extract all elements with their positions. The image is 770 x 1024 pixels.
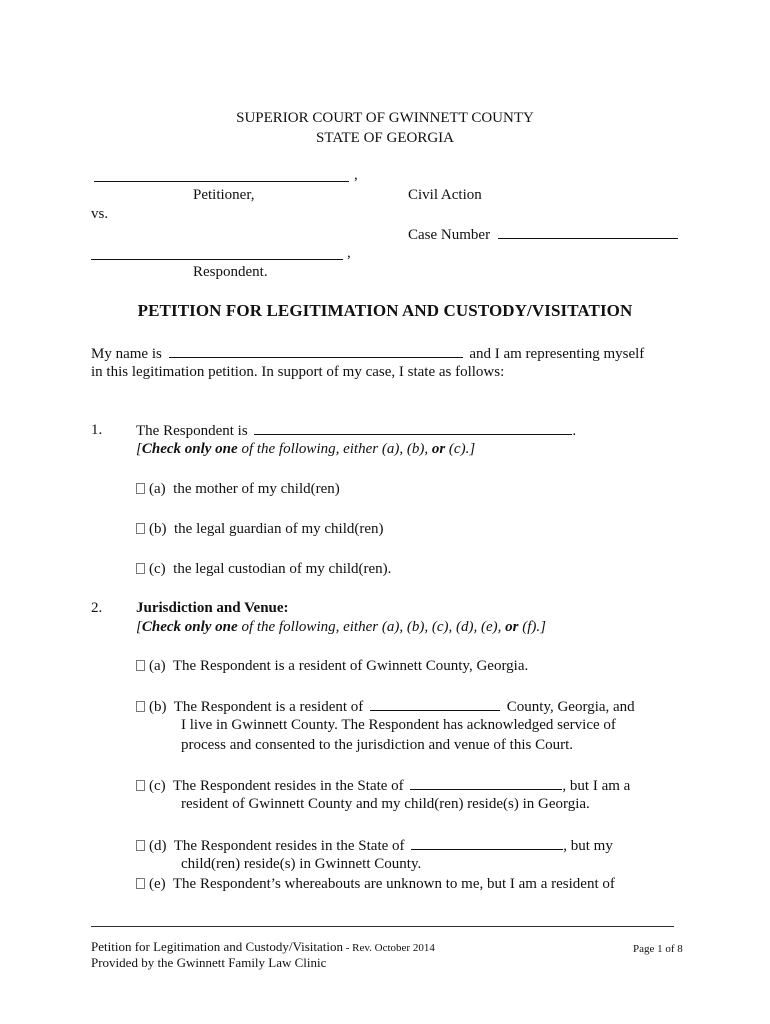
option-2c-line-2: resident of Gwinnett County and my child(ren) reside(s) in Georgia. [181,796,590,812]
option-text: the mother of my child(ren) [173,481,340,497]
intro-line-2: in this legitimation petition. In support of my case, I state as follows: [91,364,505,380]
section-2-instruction [136,618,546,636]
checkbox-1c[interactable] [136,563,145,574]
section-1-instruction [136,440,475,458]
intro-name-prefix: My name is [91,346,162,362]
option-2e[interactable] [136,875,615,893]
option-text: The Respondent resides in the State of [173,838,405,854]
case-number-field[interactable] [498,225,678,239]
option-label: (c) [149,778,166,794]
petitioner-name-field[interactable] [94,168,349,187]
option-2a[interactable] [136,657,528,675]
option-label: (e) [149,876,166,892]
instr-or: or [505,619,519,635]
option-text-end: , but my [563,838,613,854]
footer-provided-by: Provided by the Gwinnett Family Law Clinic [91,955,327,970]
respondent-is-label: The Respondent is [136,423,248,439]
petitioner-label: Petitioner, [193,187,255,203]
intro-name-suffix: and I am representing myself [469,346,645,362]
document-title: PETITION FOR LEGITIMATION AND CUSTODY/VISITATION [137,301,633,320]
respondent-state-field-c[interactable] [410,776,562,790]
respondent-state-field-d[interactable] [411,836,563,850]
section-1-lead [136,421,576,440]
instr-close: (f).] [518,619,546,635]
respondent-label: Respondent. [193,264,268,280]
checkbox-2b[interactable] [136,701,145,712]
footer-divider [91,926,674,927]
option-text: The Respondent is a resident of [173,699,364,715]
option-1c[interactable] [136,560,391,578]
option-text: The Respondent resides in the State of [172,778,404,794]
option-label: (b) [149,699,167,715]
court-name: SUPERIOR COURT OF GWINNETT COUNTY [236,110,534,126]
case-number-label: Case Number [408,227,491,243]
option-text: The Respondent is a resident of Gwinnett County, Georgia. [172,658,529,674]
intro-line-1 [91,344,644,363]
option-2b-line-3: process and consented to the jurisdiction and venue of this Court. [181,737,573,753]
option-text: The Respondent’s whereabouts are unknown to me, but I am a resident of [172,876,615,892]
instr-mid: of the following, either (a), (b), (c), (d), (e), [237,619,506,635]
option-2b[interactable] [136,697,635,716]
respondent-comma: , [347,245,351,261]
footer-revision: - Rev. October 2014 [342,942,435,954]
option-label: (c) [149,561,166,577]
section-2-number: 2. [91,600,103,616]
instr-mid: of the following, either (a), (b), [237,441,432,457]
option-1b[interactable] [136,520,384,538]
civil-action-label: Civil Action [408,187,482,203]
checkbox-2e[interactable] [136,878,145,889]
checkbox-2c[interactable] [136,780,145,791]
petitioner-comma: , [354,167,358,183]
versus-label: vs. [91,206,109,222]
option-2d-line-2: child(ren) reside(s) in Gwinnett County. [181,856,422,872]
option-text: the legal guardian of my child(ren) [174,521,384,537]
instr-close: (c).] [445,441,476,457]
state-name: STATE OF GEORGIA [316,130,454,146]
footer-title-text: Petition for Legitimation and Custody/Visitation [91,939,343,954]
option-2c[interactable] [136,776,630,795]
option-2d[interactable] [136,836,613,855]
checkbox-2a[interactable] [136,660,145,671]
my-name-field[interactable] [169,344,463,358]
instr-open: [ [136,619,142,635]
option-text: the legal custodian of my child(ren). [173,561,392,577]
checkbox-2d[interactable] [136,840,145,851]
option-text-end: , but I am a [562,778,631,794]
option-text-end: County, Georgia, and [506,699,635,715]
option-1a[interactable] [136,480,340,498]
instr-emph: Check only one [141,441,238,457]
instr-open: [ [136,441,142,457]
footer-page-number: Page 1 of 8 [633,943,683,955]
section-1-period: . [572,423,577,439]
section-1-number: 1. [91,422,103,438]
instr-emph: Check only one [141,619,238,635]
option-2b-line-2: I live in Gwinnett County. The Respondent has acknowledged service of [181,717,616,733]
option-label: (a) [149,481,166,497]
instr-or: or [431,441,446,457]
option-label: (d) [149,838,167,854]
case-number-row [408,225,678,244]
respondent-relationship-field[interactable] [254,421,572,435]
respondent-county-field[interactable] [370,697,500,711]
option-label: (b) [149,521,167,537]
section-2-heading: Jurisdiction and Venue: [136,600,289,616]
checkbox-1a[interactable] [136,483,145,494]
option-label: (a) [149,658,166,674]
checkbox-1b[interactable] [136,523,145,534]
